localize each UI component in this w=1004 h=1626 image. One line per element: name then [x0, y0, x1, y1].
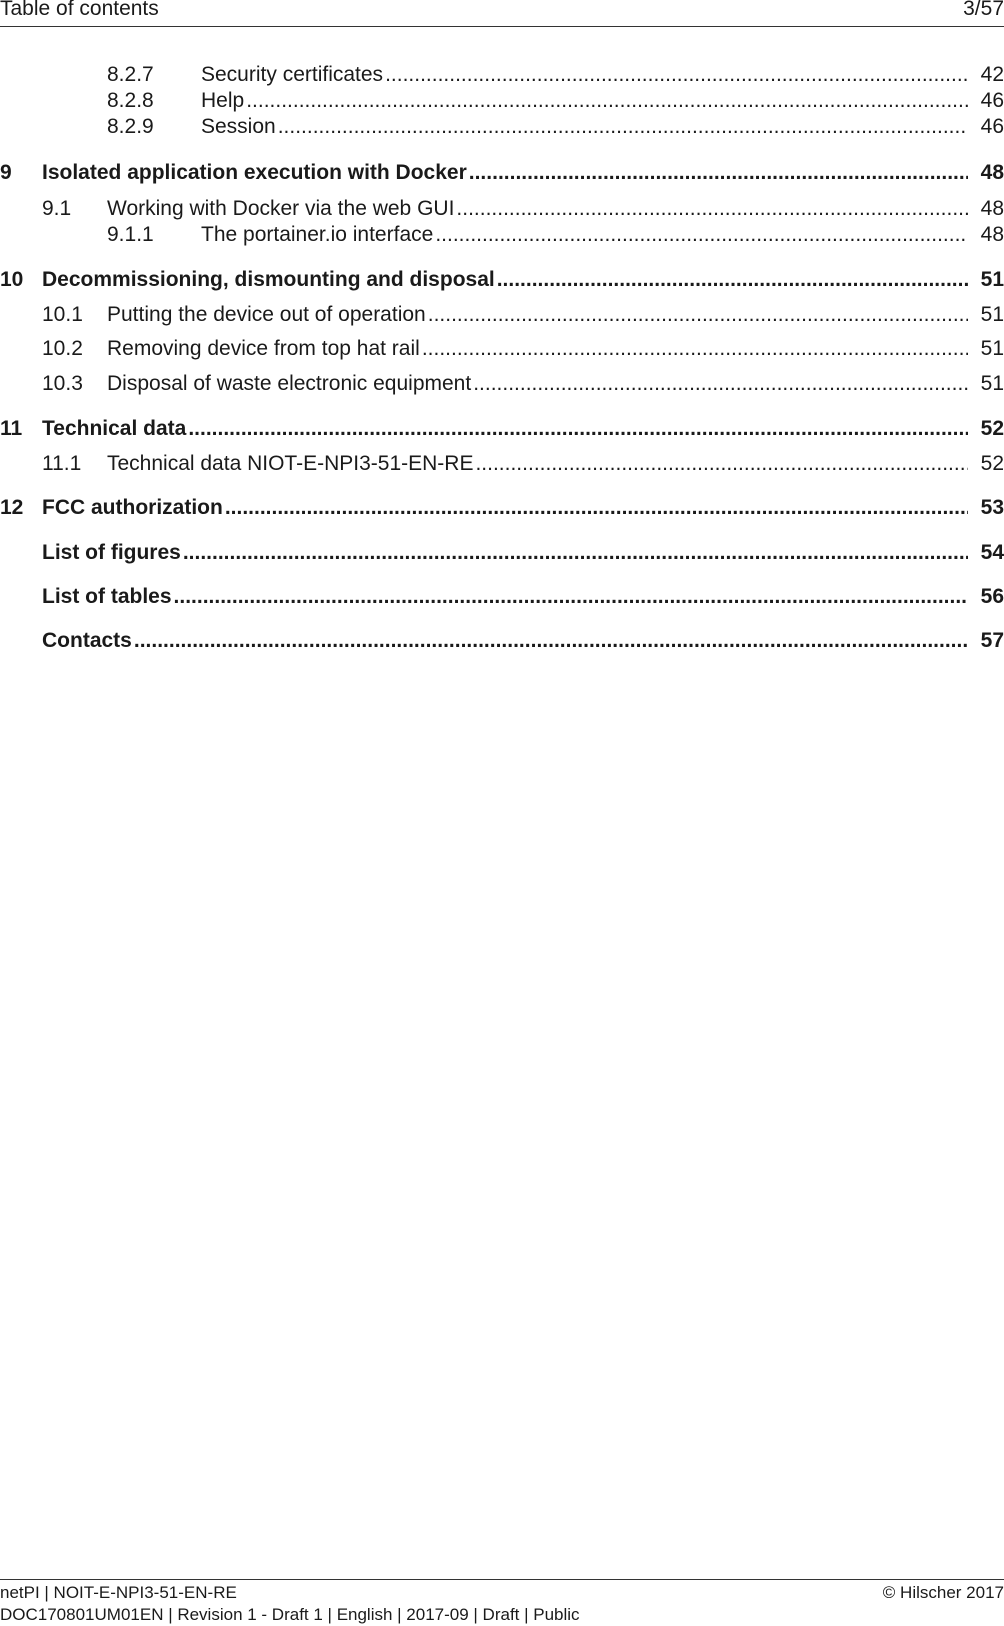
toc-entry-title: Removing device from top hat rail	[107, 337, 420, 360]
toc-chapter-page: 56	[980, 585, 1004, 608]
toc-entry[interactable]	[0, 336, 1004, 362]
toc-chapter-title: FCC authorization	[42, 496, 223, 519]
toc-leader-dots	[278, 114, 968, 140]
toc-chapter-page: 53	[980, 496, 1004, 519]
toc-chapter[interactable]	[0, 584, 1004, 610]
header-title: Table of contents	[0, 0, 159, 20]
toc-chapter[interactable]	[0, 540, 1004, 566]
toc-leader-dots	[497, 267, 968, 293]
toc-entry-title: Working with Docker via the web GUI	[107, 197, 455, 220]
toc-leader-dots	[475, 451, 968, 477]
toc-leader-dots	[225, 495, 968, 521]
toc-entry-number: 8.2.8	[107, 89, 154, 112]
toc-entry-title: Security certificates	[201, 63, 384, 86]
toc-entry-title: Technical data NIOT-E-NPI3-51-EN-RE	[107, 452, 474, 475]
toc-leader-dots	[134, 628, 968, 654]
toc-entry-page: 52	[980, 452, 1004, 475]
toc-chapter-title: Isolated application execution with Docker	[42, 161, 467, 184]
toc-entry-title: Putting the device out of operation	[107, 303, 426, 326]
toc-chapter-title: Decommissioning, dismounting and disposal	[42, 268, 495, 291]
toc-entry-number: 10.2	[42, 337, 83, 360]
toc-entry-page: 46	[980, 89, 1004, 112]
toc-chapter-number: 9	[0, 161, 12, 184]
toc-entry-number: 8.2.7	[107, 63, 154, 86]
toc-entry[interactable]	[0, 451, 1004, 477]
toc-chapter-page: 54	[980, 541, 1004, 564]
toc-entry-number: 10.3	[42, 372, 83, 395]
toc-chapter[interactable]	[0, 160, 1004, 186]
toc-entry-page: 51	[980, 303, 1004, 326]
toc-leader-dots	[473, 371, 968, 397]
toc-entry-page: 42	[980, 63, 1004, 86]
toc-entry[interactable]	[0, 62, 1004, 88]
toc-chapter-page: 52	[980, 417, 1004, 440]
toc-entry-number: 10.1	[42, 303, 83, 326]
toc-chapter[interactable]	[0, 628, 1004, 654]
toc-entry-number: 11.1	[42, 452, 82, 475]
toc-leader-dots	[456, 196, 968, 222]
footer-product: netPI | NOIT-E-NPI3-51-EN-RE	[0, 1583, 237, 1602]
toc-chapter[interactable]	[0, 267, 1004, 293]
toc-chapter-page: 48	[980, 161, 1004, 184]
toc-entry-title: Help	[201, 89, 245, 112]
toc-leader-dots	[188, 416, 968, 442]
toc-entry-page: 51	[980, 372, 1004, 395]
page-footer	[0, 1579, 1004, 1626]
toc-entry-page: 48	[980, 223, 1004, 246]
toc-entry-title: Disposal of waste electronic equipment	[107, 372, 472, 395]
footer-copyright: © Hilscher 2017	[882, 1583, 1004, 1602]
toc-entry-number: 8.2.9	[107, 115, 154, 138]
toc-chapter-title: Technical data	[42, 417, 187, 440]
toc-chapter-number: 10	[0, 268, 24, 291]
toc-chapter-title: List of tables	[42, 585, 172, 608]
toc-leader-dots	[469, 160, 968, 186]
toc-chapter-page: 51	[980, 268, 1004, 291]
toc-entry-title: The portainer.io interface	[201, 223, 434, 246]
toc-entry-page: 46	[980, 115, 1004, 138]
toc-entry[interactable]	[0, 114, 1004, 140]
toc-leader-dots	[422, 336, 968, 362]
toc-entry-number: 9.1.1	[107, 223, 154, 246]
toc-entry[interactable]	[0, 302, 1004, 328]
toc-entry[interactable]	[0, 88, 1004, 114]
toc-entry-title: Session	[201, 115, 276, 138]
toc-chapter-title: Contacts	[42, 629, 132, 652]
toc-leader-dots	[435, 222, 968, 248]
toc-chapter-number: 12	[0, 496, 24, 519]
footer-document-info: DOC170801UM01EN | Revision 1 - Draft 1 | English | 2017-09 | Draft | Public	[0, 1605, 580, 1624]
toc-leader-dots	[174, 584, 968, 610]
header-page-number: 3/57	[963, 0, 1004, 20]
toc-leader-dots	[385, 62, 968, 88]
toc-entry[interactable]	[0, 222, 1004, 248]
toc-entry-number: 9.1	[42, 197, 72, 220]
toc-leader-dots	[183, 540, 968, 566]
toc-entry-page: 48	[980, 197, 1004, 220]
toc-chapter-page: 57	[980, 629, 1004, 652]
toc-leader-dots	[428, 302, 968, 328]
toc-chapter-title: List of figures	[42, 541, 181, 564]
page-header	[0, 0, 1004, 27]
toc-entry[interactable]	[0, 371, 1004, 397]
toc-entry-page: 51	[980, 337, 1004, 360]
toc-chapter-number: 11	[0, 417, 23, 440]
toc-leader-dots	[246, 88, 968, 114]
toc-chapter[interactable]	[0, 416, 1004, 442]
toc-chapter[interactable]	[0, 495, 1004, 521]
toc-entry[interactable]	[0, 196, 1004, 222]
